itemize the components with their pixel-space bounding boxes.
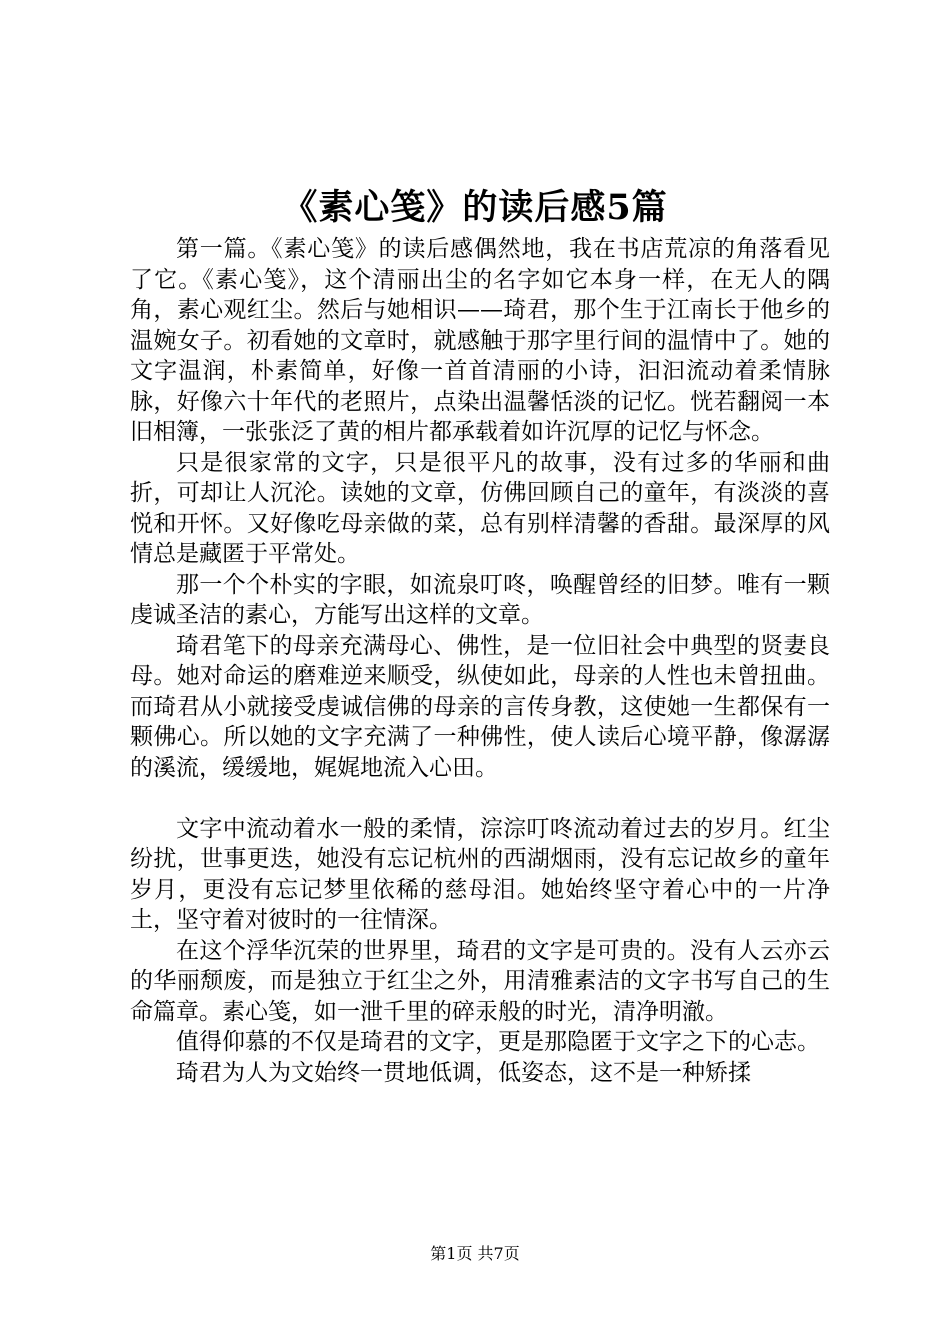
- document-body: [130, 234, 830, 1088]
- paragraph-7: 值得仰慕的不仅是琦君的文字，更是那隐匿于文字之下的心志。: [176, 1029, 820, 1055]
- paragraph-6: 在这个浮华沉荣的世界里，琦君的文字是可贵的。没有人云亦云的华丽颓废，而是独立于红尘之外，用清雅素洁的文字书写自己的生命篇章。素心笺，如一泄千里的碎汞般的时光，清净明澈。: [130, 937, 830, 1025]
- document-title: 《素心笺》的读后感5篇: [282, 187, 668, 228]
- paragraph-3: 那一个个朴实的字眼，如流泉叮咚，唤醒曾经的旧梦。唯有一颗虔诚圣洁的素心，方能写出这样的文章。: [130, 571, 830, 628]
- paragraph-5: 文字中流动着水一般的柔情，淙淙叮咚流动着过去的岁月。红尘纷扰，世事更迭，她没有忘记杭州的西湖烟雨，没有忘记故乡的童年岁月，更没有忘记梦里依稀的慈母泪。她始终坚守着心中的一片净土，坚守着对彼时的一往情深。: [130, 815, 830, 933]
- paragraph-2: 只是很家常的文字，只是很平凡的故事，没有过多的华丽和曲折，可却让人沉沦。读她的文章，仿佛回顾自己的童年，有淡淡的喜悦和开怀。又好像吃母亲做的菜，总有别样清馨的香甜。最深厚的风情总是藏匿于平常处。: [130, 449, 830, 567]
- paragraph-8: 琦君为人为文始终一贯地低调，低姿态，这不是一种矫揉: [176, 1059, 751, 1086]
- paragraph-4: 琦君笔下的母亲充满母心、佛性，是一位旧社会中典型的贤妻良母。她对命运的磨难逆来顺受，纵使如此，母亲的人性也未曾扭曲。而琦君从小就接受虔诚信佛的母亲的言传身教，这使她一生都保有一颗佛心。所以她的文字充满了一种佛性，使人读后心境平静，像潺潺的溪流，缓缓地，娓娓地流入心田。: [130, 632, 830, 781]
- paragraph-1: 第一篇。《素心笺》的读后感偶然地，我在书店荒凉的角落看见了它。《素心笺》，这个清丽出尘的名字如它本身一样，在无人的隅角，素心观红尘。然后与她相识——琦君，那个生于江南长于他乡的温婉女子。初看她的文章时，就感触于那字里行间的温情中了。她的文字温润，朴素简单，好像一首首清丽的小诗，汩汩流动着柔情脉脉，好像六十年代的老照片，点染出温馨恬淡的记忆。恍若翻阅一本旧相簿，一张张泛了黄的相片都承载着如许沉厚的记忆与怀念。: [130, 236, 830, 445]
- page-footer: 第1页 共7页: [430, 1244, 520, 1263]
